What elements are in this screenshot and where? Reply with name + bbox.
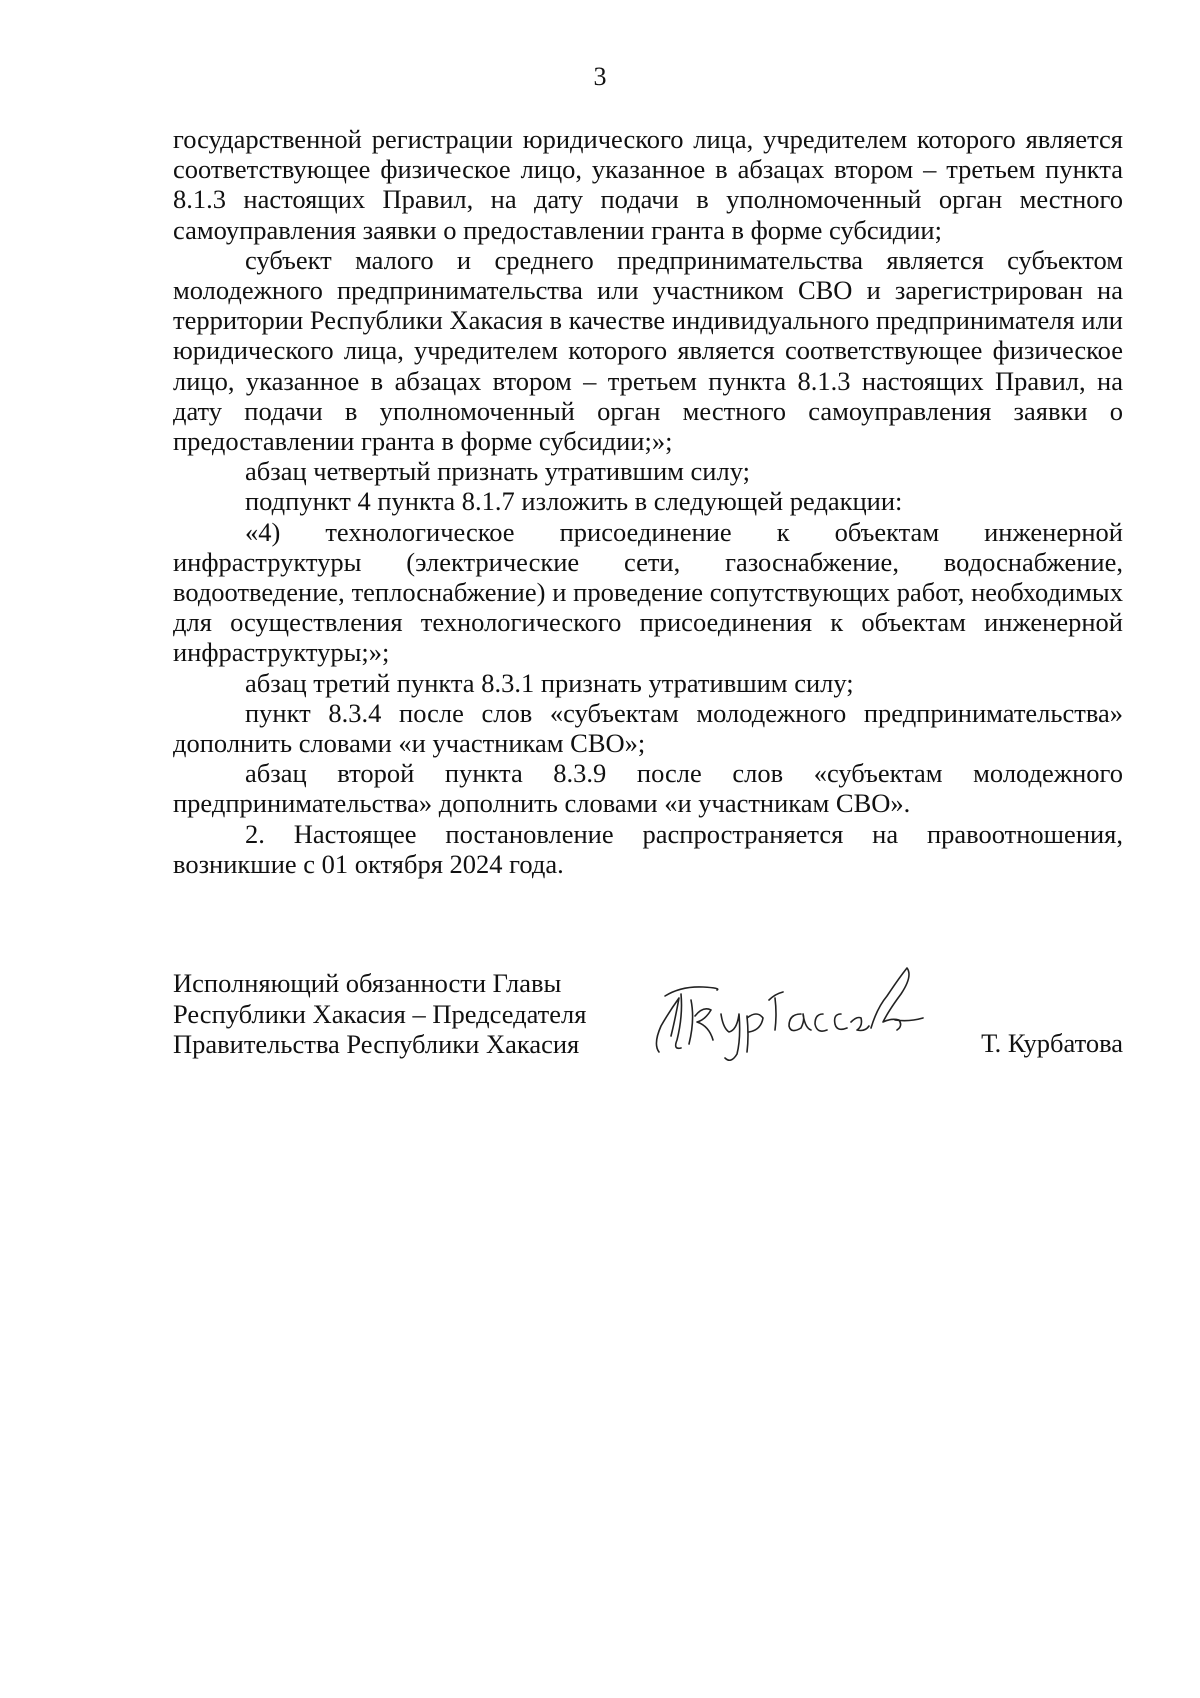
signer-position (173, 968, 633, 1060)
signer-name: Т. Курбатова (981, 1028, 1123, 1058)
document-body (173, 124, 1123, 879)
signer-position-line: Правительства Республики Хакасия (173, 1029, 580, 1059)
paragraph: абзац четвертый признать утратившим силу; (245, 456, 750, 487)
paragraph: субъект малого и среднего предпринимательства является субъектом молодежного предпринимательства или участником СВО и зарегистрирован на территории Республики Хакасия в качестве индивидуального предпринимателя или юридического лица, учредителем которого является соответствующее физическое лицо, указанное в абзацах втором – третьем пункта 8.1.3 настоящих Правил, на дату подачи в уполномоченный орган местного самоуправления заявки о предоставлении гранта в форме субсидии;»; (173, 244, 1123, 457)
page-number: 3 (593, 62, 607, 91)
signer-position-line: Республики Хакасия – Председателя (173, 998, 587, 1029)
handwritten-signature (651, 956, 931, 1068)
paragraph: абзац третий пункта 8.3.1 признать утратившим силу; (245, 667, 854, 698)
paragraph: государственной регистрации юридического лица, учредителем которого является соответствующее физическое лицо, указанное в абзацах втором – третьем пункта 8.1.3 настоящих Правил, на дату подачи в уполномоченный орган местного самоуправления заявки о предоставлении гранта в форме субсидии; (173, 124, 1123, 245)
signer-position-line: Исполняющий обязанности Главы (173, 968, 562, 998)
paragraph: пункт 8.3.4 после слов «субъектам молодежного предпринимательства» дополнить словами «и участникам СВО»; (173, 697, 1123, 759)
paragraph: абзац второй пункта 8.3.9 после слов «субъектам молодежного предпринимательства» дополнить словами «и участникам СВО». (173, 758, 1123, 819)
paragraph: 2. Настоящее постановление распространяется на правоотношения, возникшие с 01 октября 2024 года. (173, 818, 1123, 879)
paragraph: подпункт 4 пункта 8.1.7 изложить в следующей редакции: (245, 486, 903, 517)
signature-block (173, 968, 1123, 1078)
paragraph: «4) технологическое присоединение к объектам инженерной инфраструктуры (электрические сети, газоснабжение, водоснабжение, водоотведение, теплоснабжение) и проведение сопутствующих работ, необходимых для осуществления технологического присоединения к объектам инженерной инфраструктуры;»; (173, 516, 1123, 668)
